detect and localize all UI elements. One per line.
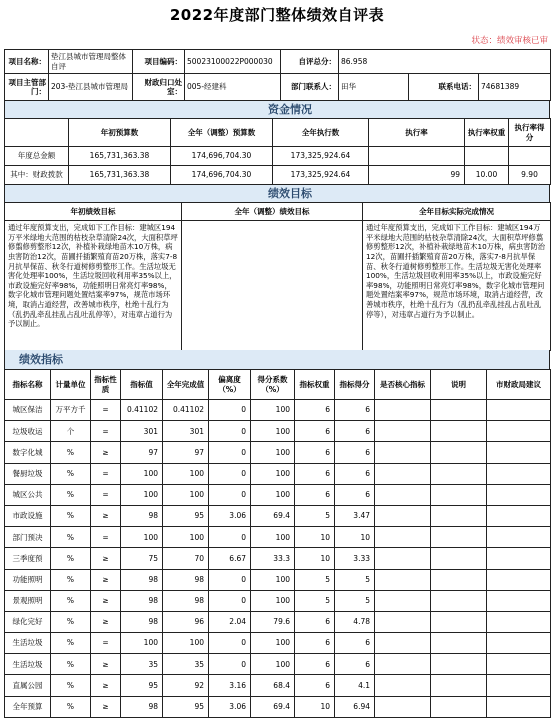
ind-weight: 10 [295,696,335,717]
ind-actual: 35 [163,654,209,675]
ind-score: 5 [335,569,375,590]
ind-nature: = [91,484,121,505]
ind-name: 三季度预 [5,548,51,569]
ind-core [375,505,431,526]
funds-row-label: 年度总金额 [5,147,69,166]
ind-score: 10 [335,527,375,548]
ind-note [431,527,487,548]
ind-nature: ≥ [91,442,121,463]
ind-coef: 100 [251,442,295,463]
ind-header-weight: 指标权重 [295,370,335,400]
contact-label: 部门联系人： [281,74,339,101]
funds-header-executed: 全年执行数 [273,119,369,147]
ind-coef: 100 [251,633,295,654]
ind-nature: = [91,400,121,421]
ind-header-target: 指标值 [121,370,163,400]
ind-header-advice: 市财政局建议 [487,370,551,400]
ind-weight: 6 [295,484,335,505]
ind-actual: 98 [163,569,209,590]
funds-header-blank [5,119,69,147]
indicator-row [5,442,551,463]
ind-weight: 6 [295,611,335,632]
goals-header-actual: 全年目标实际完成情况 [363,203,551,221]
ind-weight: 5 [295,590,335,611]
ind-actual: 100 [163,463,209,484]
ind-unit: % [51,633,91,654]
ind-coef: 100 [251,484,295,505]
funds-cell [509,147,551,166]
ind-unit: % [51,675,91,696]
funds-cell: 174,696,704.30 [171,147,273,166]
ind-target: 75 [121,548,163,569]
ind-score: 3.33 [335,548,375,569]
ind-deviation: 0 [209,400,251,421]
indicator-row [5,569,551,590]
contact-value: 田华 [339,74,409,101]
ind-coef: 100 [251,463,295,484]
ind-name: 全年预算 [5,696,51,717]
ind-target: 100 [121,484,163,505]
ind-core [375,400,431,421]
funds-cell: 173,325,924.64 [273,166,369,185]
ind-weight: 6 [295,654,335,675]
funds-cell: 10.00 [465,166,509,185]
ind-note [431,675,487,696]
ind-actual: 100 [163,527,209,548]
goals-table [4,202,551,351]
ind-advice [487,484,551,505]
ind-header-note: 说明 [431,370,487,400]
funds-header-rate: 执行率 [369,119,465,147]
ind-target: 35 [121,654,163,675]
ind-coef: 69.4 [251,505,295,526]
finance-label: 财政归口处室： [133,74,185,101]
ind-unit: % [51,590,91,611]
ind-note [431,611,487,632]
funds-header-score: 执行率得分 [509,119,551,147]
ind-unit: % [51,505,91,526]
ind-weight: 6 [295,675,335,696]
ind-unit: % [51,442,91,463]
ind-note [431,696,487,717]
page-title: 2022年度部门整体绩效自评表 [169,6,385,24]
ind-note [431,421,487,442]
ind-score: 6 [335,421,375,442]
indicator-row [5,484,551,505]
indicator-row [5,633,551,654]
ind-score: 4.78 [335,611,375,632]
ind-score: 6 [335,400,375,421]
goals-initial-text: 通过年度预算支出，完成如下工作目标：建城区194万平米绿地大范围的枯枝杂草清除24次，大面积草坪修翦修剪整形12次，补植补栽绿地苗木10万株，病虫害防治12次，苗圃扦插繁殖育苗20万株，落实7-8月抗旱保苗、秋冬行道树修剪整形工作。生活垃圾无害化处理率100%，生活垃圾回收利用率35%以上，市政设施完好率98%，功能照明日常亮灯率98%，数字化城市管理问题处置结案率97%，规范市场环境，取消占道经营，改善城市秩序，杜绝十乱行为（乱扔乱牵乱挂乱占乱吐乱停等），对违章占道行为予以制止。 [5,221,182,351]
project-name-label: 项目名称： [5,50,49,74]
ind-actual: 97 [163,442,209,463]
indicators-section-title [4,350,550,369]
ind-name: 景观照明 [5,590,51,611]
ind-note [431,505,487,526]
indicator-row [5,590,551,611]
ind-unit: % [51,611,91,632]
ind-note [431,442,487,463]
funds-cell: 174,696,704.30 [171,166,273,185]
ind-score: 6 [335,633,375,654]
ind-advice [487,505,551,526]
ind-deviation: 3.06 [209,505,251,526]
ind-deviation: 3.06 [209,696,251,717]
ind-actual: 70 [163,548,209,569]
ind-name: 城区公共 [5,484,51,505]
ind-nature: ≥ [91,611,121,632]
ind-name: 餐厨垃圾 [5,463,51,484]
ind-target: 100 [121,633,163,654]
ind-core [375,569,431,590]
ind-nature: ≥ [91,590,121,611]
ind-unit: % [51,569,91,590]
ind-deviation: 0 [209,527,251,548]
ind-name: 生活垃圾 [5,654,51,675]
ind-coef: 33.3 [251,548,295,569]
ind-weight: 6 [295,442,335,463]
ind-deviation: 0 [209,442,251,463]
ind-coef: 68.4 [251,675,295,696]
ind-coef: 100 [251,654,295,675]
ind-coef: 100 [251,527,295,548]
ind-header-actual: 全年完成值 [163,370,209,400]
indicator-row [5,421,551,442]
ind-core [375,548,431,569]
ind-coef: 100 [251,400,295,421]
ind-header-deviation: 偏离度（%） [209,370,251,400]
ind-coef: 100 [251,569,295,590]
ind-unit: % [51,527,91,548]
indicators-table [4,369,551,718]
ind-core [375,675,431,696]
ind-advice [487,590,551,611]
ind-weight: 6 [295,400,335,421]
ind-unit: 万平方千 [51,400,91,421]
ind-header-nature: 指标性质 [91,370,121,400]
ind-header-unit: 计量单位 [51,370,91,400]
ind-target: 98 [121,696,163,717]
project-info-table [4,49,551,101]
ind-core [375,442,431,463]
finance-value: 005-经建科 [185,74,281,101]
ind-core [375,527,431,548]
funds-cell: 173,325,924.64 [273,147,369,166]
funds-header-weight: 执行率权重 [465,119,509,147]
ind-name: 垃圾收运 [5,421,51,442]
ind-name: 功能照明 [5,569,51,590]
ind-coef: 100 [251,421,295,442]
indicator-row [5,548,551,569]
ind-target: 95 [121,675,163,696]
ind-score: 6 [335,463,375,484]
ind-advice [487,569,551,590]
funds-header-adjusted: 全年（调整）预算数 [171,119,273,147]
ind-name: 直属公园 [5,675,51,696]
ind-advice [487,548,551,569]
ind-weight: 6 [295,421,335,442]
ind-nature: ≥ [91,696,121,717]
funds-cell: 165,731,363.38 [69,147,171,166]
ind-weight: 6 [295,463,335,484]
ind-target: 98 [121,611,163,632]
ind-coef: 69.4 [251,696,295,717]
ind-nature: ≥ [91,548,121,569]
funds-cell: 9.90 [509,166,551,185]
ind-unit: % [51,484,91,505]
ind-weight: 5 [295,505,335,526]
ind-core [375,463,431,484]
ind-unit: % [51,696,91,717]
ind-core [375,696,431,717]
ind-target: 0.41102 [121,400,163,421]
indicator-row [5,400,551,421]
ind-deviation: 0 [209,569,251,590]
ind-name: 部门预决 [5,527,51,548]
ind-header-score: 指标得分 [335,370,375,400]
ind-actual: 100 [163,484,209,505]
ind-weight: 10 [295,527,335,548]
ind-deviation: 0 [209,484,251,505]
ind-advice [487,527,551,548]
ind-note [431,654,487,675]
ind-advice [487,654,551,675]
ind-note [431,400,487,421]
indicator-row [5,611,551,632]
ind-nature: = [91,421,121,442]
project-name-value: 垫江县城市管理局整体自评 [49,50,133,74]
ind-deviation: 0 [209,421,251,442]
ind-nature: = [91,633,121,654]
funds-section-title [4,101,550,118]
funds-row-label: 其中：财政拨款 [5,166,69,185]
ind-name: 生活垃圾 [5,633,51,654]
ind-unit: % [51,548,91,569]
ind-nature: ≥ [91,505,121,526]
goals-section-title [4,185,550,202]
project-code-value: 50023100022P000030 [185,50,281,74]
ind-deviation: 0 [209,654,251,675]
ind-header-core: 是否核心指标 [375,370,431,400]
ind-core [375,654,431,675]
ind-name: 城区保洁 [5,400,51,421]
ind-unit: % [51,654,91,675]
ind-note [431,633,487,654]
dept-value: 203-垫江县城市管理局 [49,74,133,101]
indicator-row [5,654,551,675]
goals-section-title-text: 绩效目标 [268,187,312,200]
ind-core [375,421,431,442]
ind-header-name: 指标名称 [5,370,51,400]
indicator-row [5,505,551,526]
funds-cell [369,147,465,166]
goals-header-adjusted: 全年（调整）绩效目标 [182,203,363,221]
ind-actual: 95 [163,696,209,717]
phone-label: 联系电话： [409,74,479,101]
ind-nature: = [91,463,121,484]
ind-nature: ≥ [91,675,121,696]
ind-deviation: 0 [209,633,251,654]
ind-note [431,548,487,569]
ind-unit: % [51,463,91,484]
ind-actual: 96 [163,611,209,632]
ind-score: 4.1 [335,675,375,696]
dept-label: 项目主管部门： [5,74,49,101]
ind-score: 6 [335,484,375,505]
ind-core [375,633,431,654]
ind-coef: 79.6 [251,611,295,632]
ind-score: 6.94 [335,696,375,717]
ind-advice [487,633,551,654]
ind-weight: 10 [295,548,335,569]
ind-name: 绿化完好 [5,611,51,632]
ind-weight: 5 [295,569,335,590]
ind-nature: ≥ [91,569,121,590]
ind-actual: 92 [163,675,209,696]
phone-value: 74681389 [479,74,551,101]
ind-target: 100 [121,527,163,548]
goals-actual-text: 通过年度预算支出，完成如下工作目标：建城区194万平米绿地大范围的枯枝杂草清除24次，大面积草坪修翦修剪整形12次，补植补栽绿地苗木10万株，病虫害防治12次，苗圃扦插繁殖育苗20万株，落实7-8月抗旱保苗、秋冬行道树修剪整形工作。生活垃圾无害化处理率100%，生活垃圾回收利用率35%以上，市政设施完好率98%，功能照明日常亮灯率98%，数字化城市管理问题处置结案率97%，规范市场环境，取消占道经营，改善城市秩序，杜绝十乱行为（乱扔乱牵乱挂乱占乱吐乱停等），对违章占道行为予以制止。 [363,221,551,351]
funds-section-title-text: 资金情况 [268,103,312,116]
indicator-row [5,527,551,548]
ind-score: 3.47 [335,505,375,526]
ind-score: 5 [335,590,375,611]
ind-target: 100 [121,463,163,484]
indicators-section-title-text: 绩效指标 [19,353,63,366]
project-code-label: 项目编码： [133,50,185,74]
funds-cell [465,147,509,166]
ind-coef: 100 [251,590,295,611]
ind-score: 6 [335,442,375,463]
ind-advice [487,675,551,696]
ind-deviation: 0 [209,463,251,484]
ind-deviation: 6.67 [209,548,251,569]
indicators-body [5,400,551,718]
ind-target: 301 [121,421,163,442]
ind-name: 市政设施 [5,505,51,526]
ind-advice [487,611,551,632]
ind-advice [487,463,551,484]
ind-target: 98 [121,505,163,526]
indicator-row [5,463,551,484]
indicator-row [5,696,551,717]
ind-target: 97 [121,442,163,463]
ind-deviation: 3.16 [209,675,251,696]
ind-note [431,569,487,590]
ind-advice [487,421,551,442]
funds-table [4,118,551,185]
ind-score: 6 [335,654,375,675]
funds-cell: 165,731,363.38 [69,166,171,185]
goals-adjusted-text [182,221,363,351]
ind-note [431,463,487,484]
ind-core [375,611,431,632]
ind-target: 98 [121,569,163,590]
ind-unit: 个 [51,421,91,442]
self-score-label: 自评总分： [281,50,339,74]
ind-note [431,484,487,505]
ind-actual: 95 [163,505,209,526]
ind-target: 98 [121,590,163,611]
goals-header-initial: 年初绩效目标 [5,203,182,221]
funds-cell: 99 [369,166,465,185]
ind-actual: 98 [163,590,209,611]
ind-advice [487,442,551,463]
ind-nature: = [91,527,121,548]
ind-name: 数字化城 [5,442,51,463]
indicator-row [5,675,551,696]
self-score-value: 86.958 [339,50,551,74]
funds-header-initial: 年初预算数 [69,119,171,147]
status-text: 状态：绩效审核已审 [471,36,548,46]
ind-actual: 100 [163,633,209,654]
ind-note [431,590,487,611]
ind-core [375,590,431,611]
ind-nature: ≥ [91,654,121,675]
ind-deviation: 0 [209,590,251,611]
ind-actual: 0.41102 [163,400,209,421]
ind-deviation: 2.04 [209,611,251,632]
ind-header-coef: 得分系数（%） [251,370,295,400]
ind-advice [487,696,551,717]
ind-actual: 301 [163,421,209,442]
ind-advice [487,400,551,421]
ind-weight: 6 [295,633,335,654]
ind-core [375,484,431,505]
